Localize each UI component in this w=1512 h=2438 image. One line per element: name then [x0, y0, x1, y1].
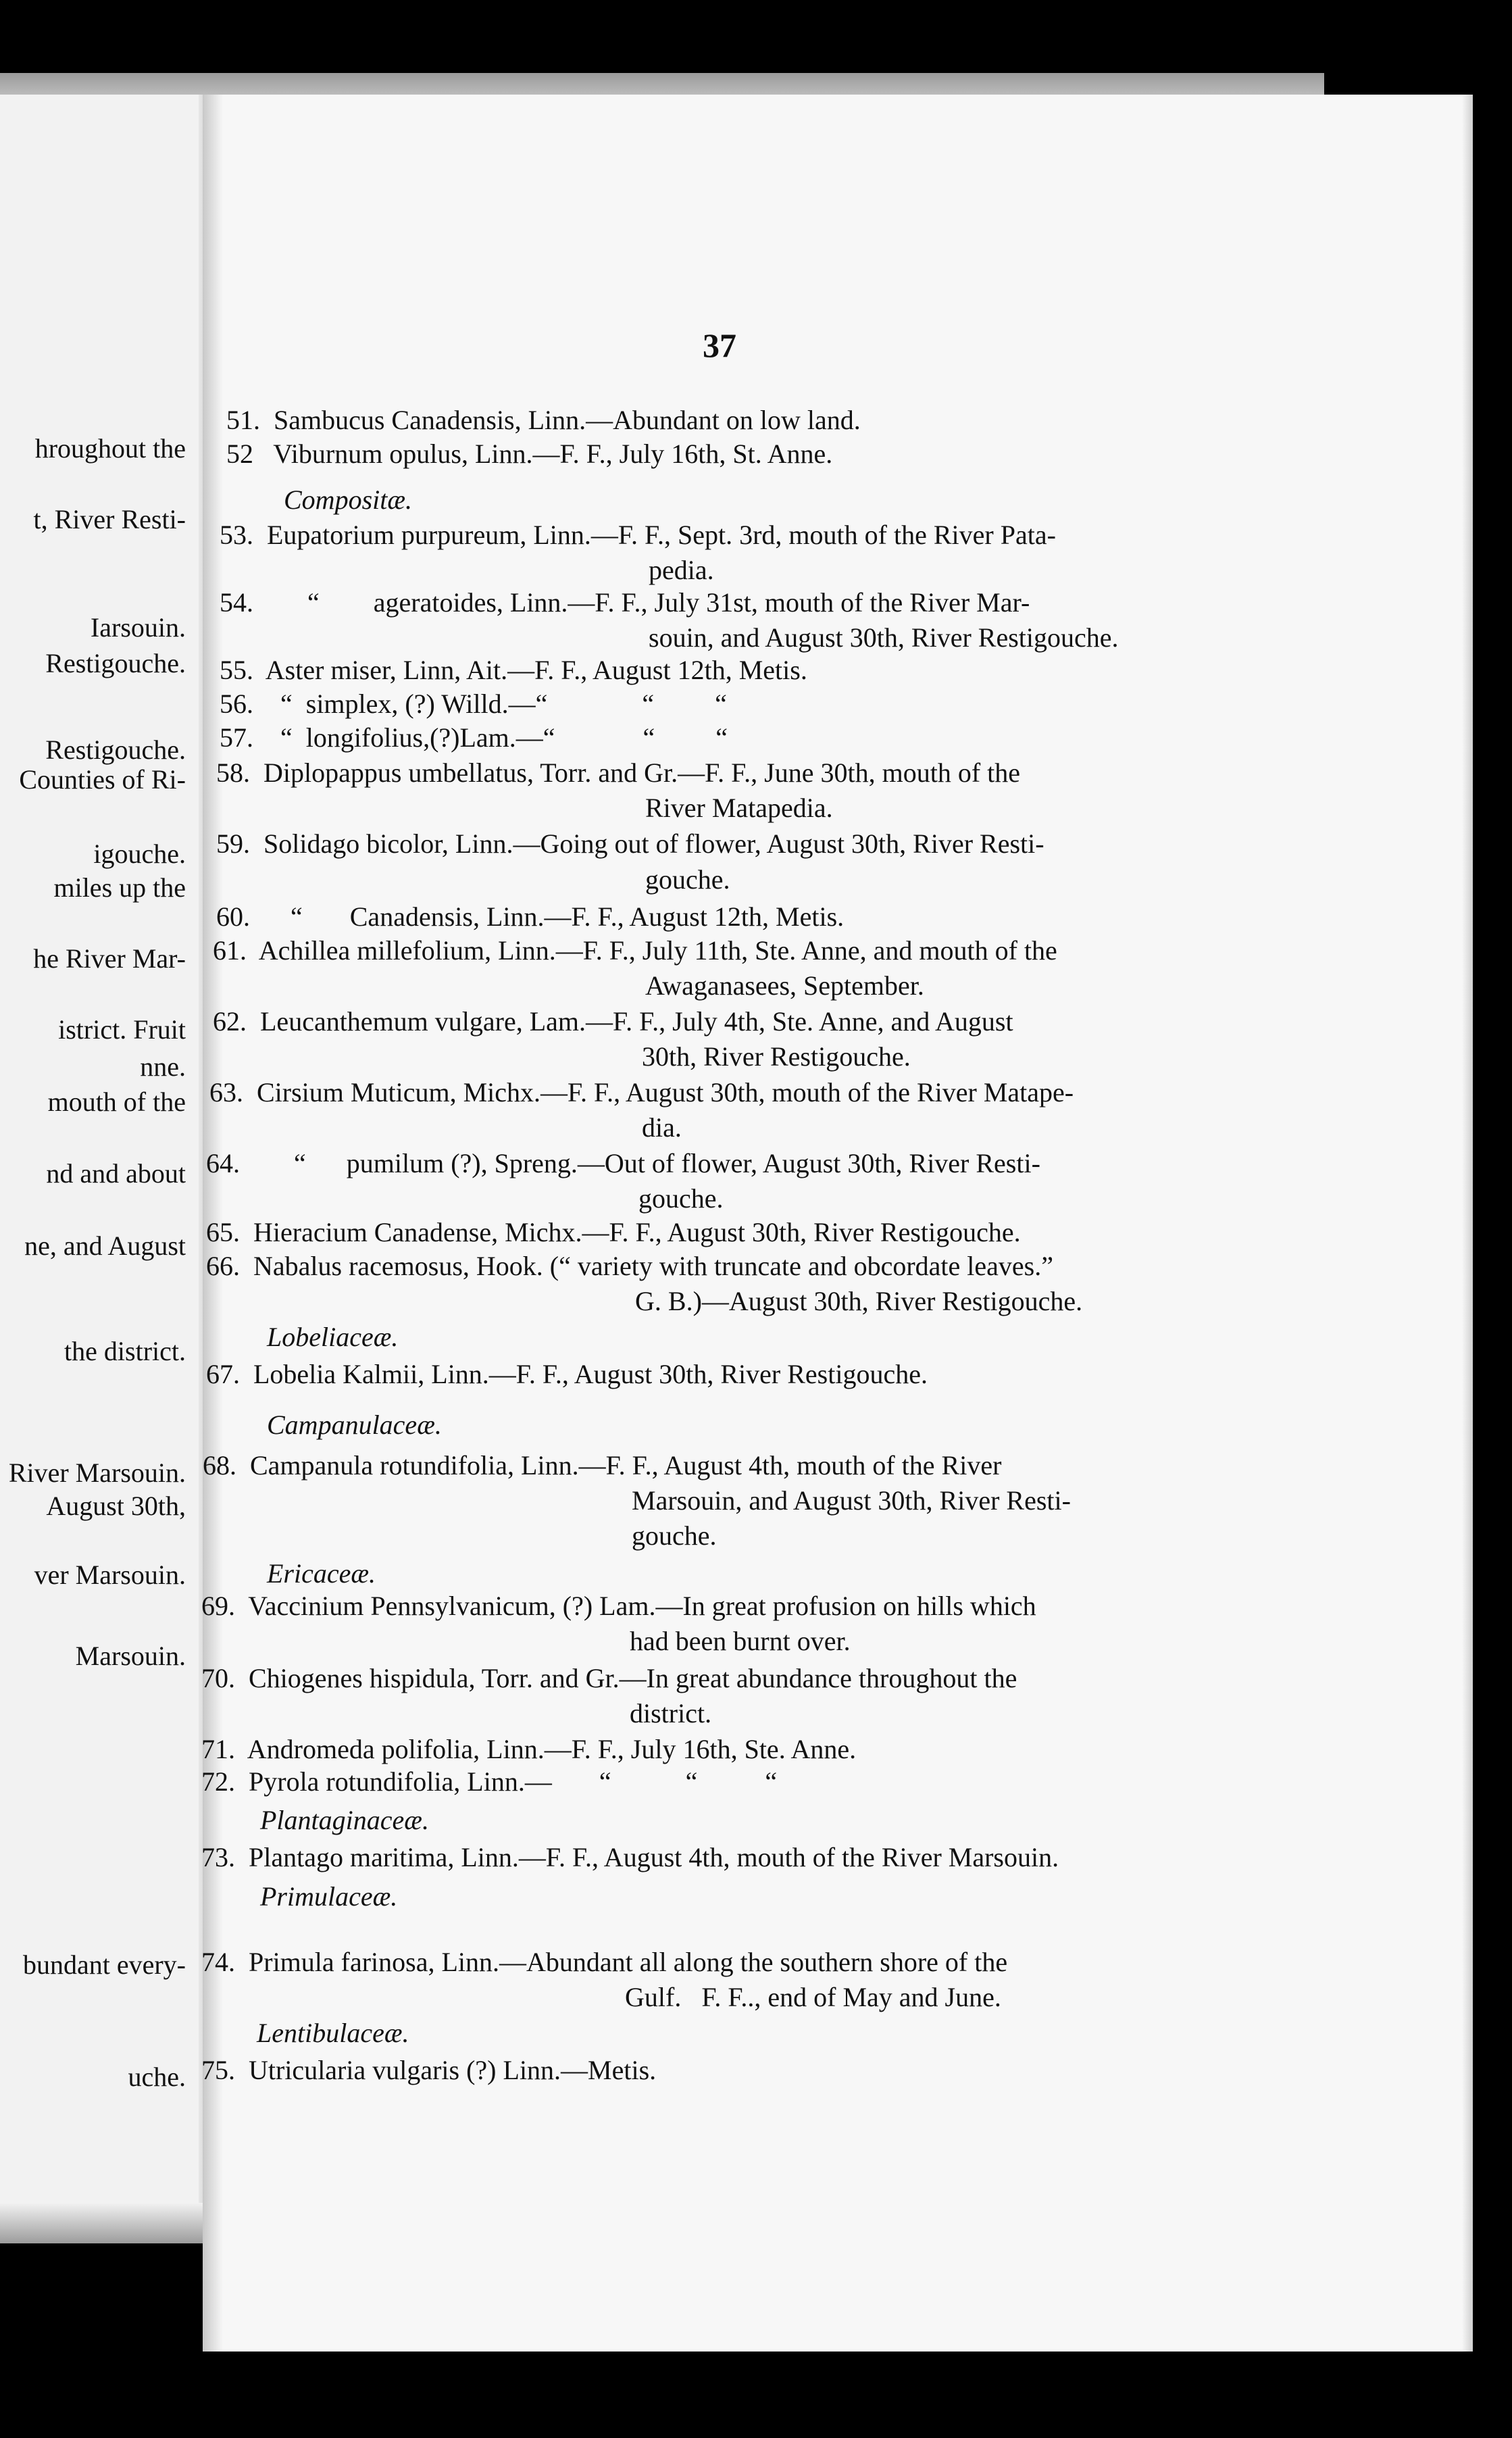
left-page-fragment: Restigouche. — [45, 648, 186, 678]
left-page-fragment: ver Marsouin. — [34, 1560, 186, 1590]
left-page-fragment: istrict. Fruit — [58, 1014, 186, 1045]
left-page-fragment: Iarsouin. — [90, 612, 186, 643]
list-item: 74. Primula farinosa, Linn.—Abundant all along the southern shore of the — [201, 1947, 1008, 1977]
list-item: Gulf. F. F.., end of May and June. — [625, 1982, 1001, 2012]
list-item: 72. Pyrola rotundifolia, Linn.— “ “ “ — [201, 1766, 778, 1797]
list-item: 63. Cirsium Muticum, Michx.—F. F., August 30th, mouth of the River Matape- — [209, 1077, 1074, 1108]
list-item: gouche. — [632, 1520, 717, 1551]
list-item: pedia. — [649, 555, 714, 585]
list-item: souin, and August 30th, River Restigouche. — [649, 622, 1119, 653]
list-item: 64. “ pumilum (?), Spreng.—Out of flower, August 30th, River Resti- — [206, 1148, 1040, 1178]
list-item: 71. Andromeda polifolia, Linn.—F. F., July 16th, Ste. Anne. — [201, 1734, 857, 1764]
list-item: 70. Chiogenes hispidula, Torr. and Gr.—In great abundance throughout the — [201, 1663, 1017, 1693]
list-item: 53. Eupatorium purpureum, Linn.—F. F., Sept. 3rd, mouth of the River Pata- — [220, 520, 1056, 550]
list-item: 59. Solidago bicolor, Linn.—Going out of flower, August 30th, River Resti- — [216, 828, 1044, 859]
left-page-fragment: the district. — [64, 1336, 186, 1366]
list-item: 56. “ simplex, (?) Willd.—“ “ “ — [220, 689, 727, 719]
left-page-fragment: August 30th, — [46, 1491, 186, 1521]
list-item: 51. Sambucus Canadensis, Linn.—Abundant on low land. — [226, 405, 861, 435]
list-item: 54. “ ageratoides, Linn.—F. F., July 31st, mouth of the River Mar- — [220, 587, 1030, 618]
left-page-fragment: Marsouin. — [75, 1641, 186, 1671]
list-item: 73. Plantago maritima, Linn.—F. F., August 4th, mouth of the River Marsouin. — [201, 1842, 1059, 1872]
left-page-fragment: River Marsouin. — [8, 1458, 186, 1488]
left-page-shadow — [0, 2203, 216, 2243]
list-item: 58. Diplopappus umbellatus, Torr. and Gr.—F. F., June 30th, mouth of the — [216, 757, 1020, 788]
list-item: Awaganasees, September. — [645, 970, 924, 1001]
list-item: gouche. — [638, 1183, 724, 1214]
page-number: 37 — [703, 326, 736, 364]
left-page-fragment: igouche. — [93, 839, 186, 869]
left-page-fragment: mouth of the — [47, 1087, 186, 1117]
family-heading: Compositæ. — [284, 484, 413, 515]
right-page-edge-shadow — [1462, 95, 1473, 2352]
list-item: 68. Campanula rotundifolia, Linn.—F. F., August 4th, mouth of the River — [203, 1450, 1002, 1481]
left-page-fragment: miles up the — [53, 872, 186, 903]
list-item: 66. Nabalus racemosus, Hook. (“ variety with truncate and obcordate leaves.” — [206, 1251, 1053, 1281]
left-page-fragment: nd and about — [46, 1158, 186, 1189]
family-heading: Campanulaceæ. — [267, 1410, 442, 1440]
list-item: G. B.)—August 30th, River Restigouche. — [635, 1286, 1083, 1316]
list-item: River Matapedia. — [645, 793, 833, 823]
list-item: 69. Vaccinium Pennsylvanicum, (?) Lam.—In great profusion on hills which — [201, 1591, 1036, 1621]
family-heading: Plantaginaceæ. — [260, 1805, 429, 1835]
left-page-fragment: t, River Resti- — [33, 504, 186, 534]
family-heading: Ericaceæ. — [267, 1558, 376, 1589]
list-item: Marsouin, and August 30th, River Resti- — [632, 1485, 1071, 1516]
left-page-fragment: uche. — [128, 2062, 186, 2092]
left-page-fragment: hroughout the — [34, 433, 186, 464]
left-page-fragment: ne, and August — [24, 1230, 186, 1261]
list-item: district. — [630, 1698, 712, 1728]
left-page-fragment: Restigouche. — [45, 735, 186, 765]
list-item: gouche. — [645, 864, 730, 895]
left-page-fragment: he River Mar- — [33, 943, 186, 974]
list-item: 75. Utricularia vulgaris (?) Linn.—Metis. — [201, 2055, 657, 2085]
list-item: 62. Leucanthemum vulgare, Lam.—F. F., July 4th, Ste. Anne, and August — [213, 1006, 1013, 1037]
list-item: dia. — [642, 1112, 682, 1143]
list-item: 57. “ longifolius,(?)Lam.—“ “ “ — [220, 722, 728, 753]
list-item: 60. “ Canadensis, Linn.—F. F., August 12th, Metis. — [216, 901, 845, 932]
list-item: 30th, River Restigouche. — [642, 1041, 911, 1072]
left-page-fragment: nne. — [140, 1051, 186, 1082]
family-heading: Lobeliaceæ. — [267, 1322, 399, 1352]
list-item: 61. Achillea millefolium, Linn.—F. F., July 11th, Ste. Anne, and mouth of the — [213, 935, 1057, 966]
list-item: had been burnt over. — [630, 1626, 851, 1656]
left-page-fragment: Counties of Ri- — [19, 764, 186, 795]
list-item: 52 Viburnum opulus, Linn.—F. F., July 16th, St. Anne. — [226, 439, 833, 469]
family-heading: Lentibulaceæ. — [257, 2018, 409, 2048]
list-item: 55. Aster miser, Linn, Ait.—F. F., August 12th, Metis. — [220, 655, 807, 685]
left-page-fragment: bundant every- — [22, 1949, 186, 1980]
family-heading: Primulaceæ. — [260, 1881, 398, 1912]
list-item: 65. Hieracium Canadense, Michx.—F. F., August 30th, River Restigouche. — [206, 1217, 1021, 1247]
list-item: 67. Lobelia Kalmii, Linn.—F. F., August 30th, River Restigouche. — [206, 1359, 928, 1389]
